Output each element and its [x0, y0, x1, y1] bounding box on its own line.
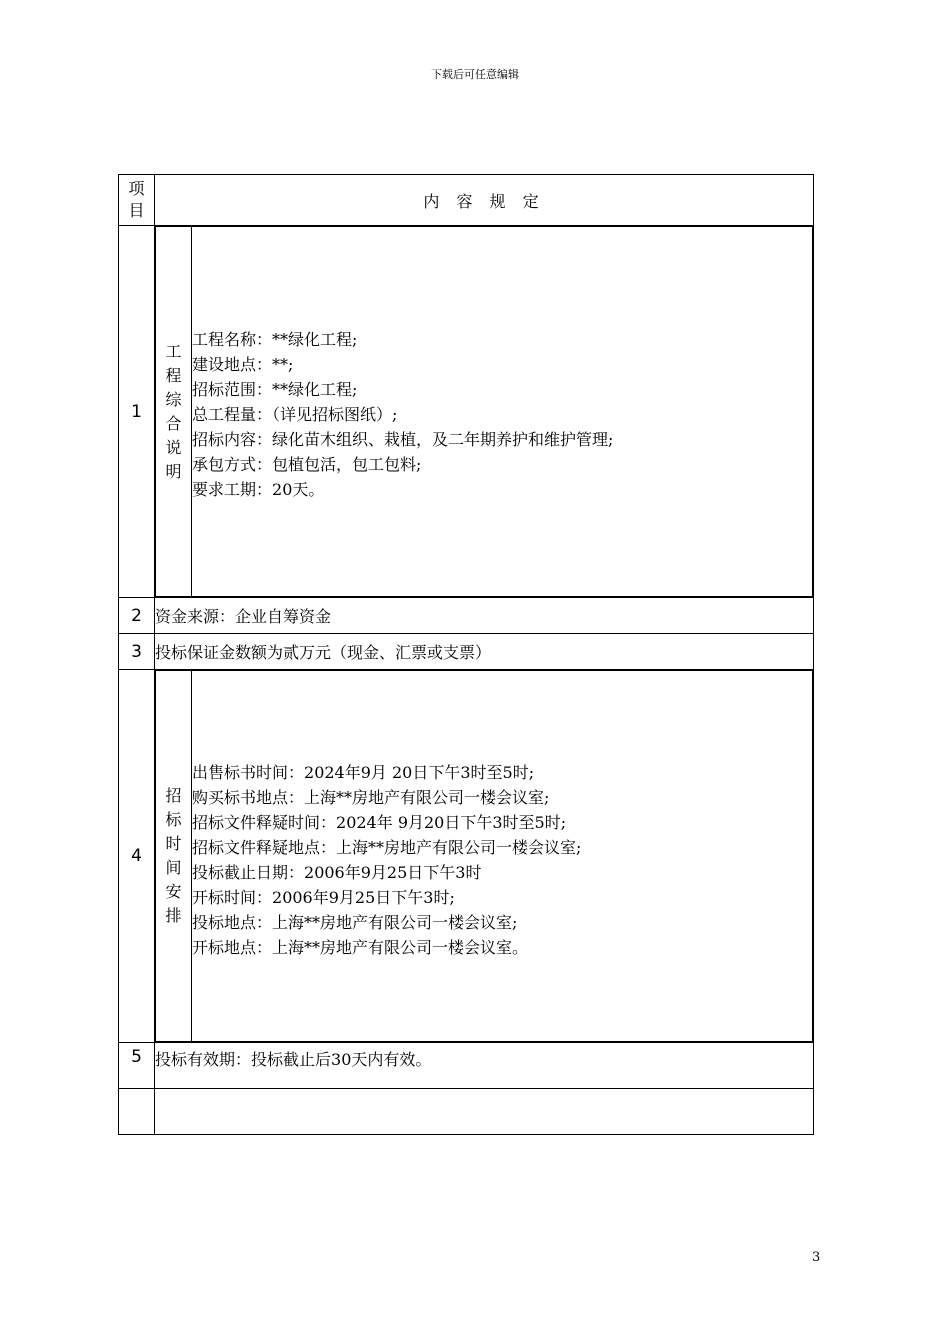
row-number: 2 — [119, 598, 155, 634]
content-line: 总工程量：（详见招标图纸）; — [192, 405, 398, 424]
content-line: 开标时间：2006年9月25日下午3时; — [192, 888, 455, 907]
bid-bond: 投标保证金数额为贰万元（现金、汇票或支票） — [155, 634, 814, 670]
row-number: 3 — [119, 634, 155, 670]
empty-cell — [119, 1089, 155, 1135]
table-header-row — [119, 175, 814, 226]
content-line: 出售标书时间：2024年9月 20日下午3时至5时; — [192, 763, 535, 782]
page-header: 下载后可任意编辑 — [431, 68, 519, 81]
header-item-cell — [119, 175, 155, 226]
content-line: 要求工期：20天。 — [192, 480, 325, 499]
table-row-3 — [119, 634, 814, 670]
table-row-1 — [119, 226, 814, 598]
content-line: 招标范围：**绿化工程; — [192, 380, 358, 399]
funding-source: 资金来源：企业自筹资金 — [155, 598, 814, 634]
table-row-4 — [119, 670, 814, 1043]
content-line: 投标地点：上海**房地产有限公司一楼会议室; — [192, 913, 518, 932]
table-row-2 — [119, 598, 814, 634]
content-line: 承包方式：包植包活，包工包料; — [192, 455, 422, 474]
bid-schedule-content — [192, 671, 813, 1042]
row-number: 5 — [119, 1043, 155, 1089]
content-line: 招标文件释疑地点：上海**房地产有限公司一楼会议室; — [192, 838, 582, 857]
bid-validity: 投标有效期：投标截止后30天内有效。 — [155, 1043, 814, 1089]
content-line: 建设地点：**; — [192, 355, 294, 374]
page-number: 3 — [812, 1250, 821, 1265]
bid-terms-table — [118, 174, 814, 1135]
project-overview-content — [192, 227, 813, 597]
content-line: 招标文件释疑时间：2024年 9月20日下午3时至5时; — [192, 813, 567, 832]
content-line: 投标截止日期：2006年9月25日下午3时 — [192, 863, 482, 882]
content-line: 招标内容：绿化苗木组织、栽植，及二年期养护和维护管理; — [192, 430, 614, 449]
content-line: 购买标书地点：上海**房地产有限公司一楼会议室; — [192, 788, 550, 807]
header-item-label: 项 目 — [128, 179, 145, 220]
empty-cell — [155, 1089, 814, 1135]
section-label-overview: 工 程 综 合 说 明 — [156, 227, 192, 597]
content-line: 工程名称：**绿化工程; — [192, 330, 358, 349]
section-label-schedule: 招 标 时 间 安 排 — [156, 671, 192, 1042]
table-row-5 — [119, 1043, 814, 1089]
table-row-empty — [119, 1089, 814, 1135]
content-line: 开标地点：上海**房地产有限公司一楼会议室。 — [192, 938, 529, 957]
header-content-cell: 内 容 规 定 — [155, 175, 814, 226]
row-number: 4 — [119, 670, 155, 1043]
row-number: 1 — [119, 226, 155, 598]
